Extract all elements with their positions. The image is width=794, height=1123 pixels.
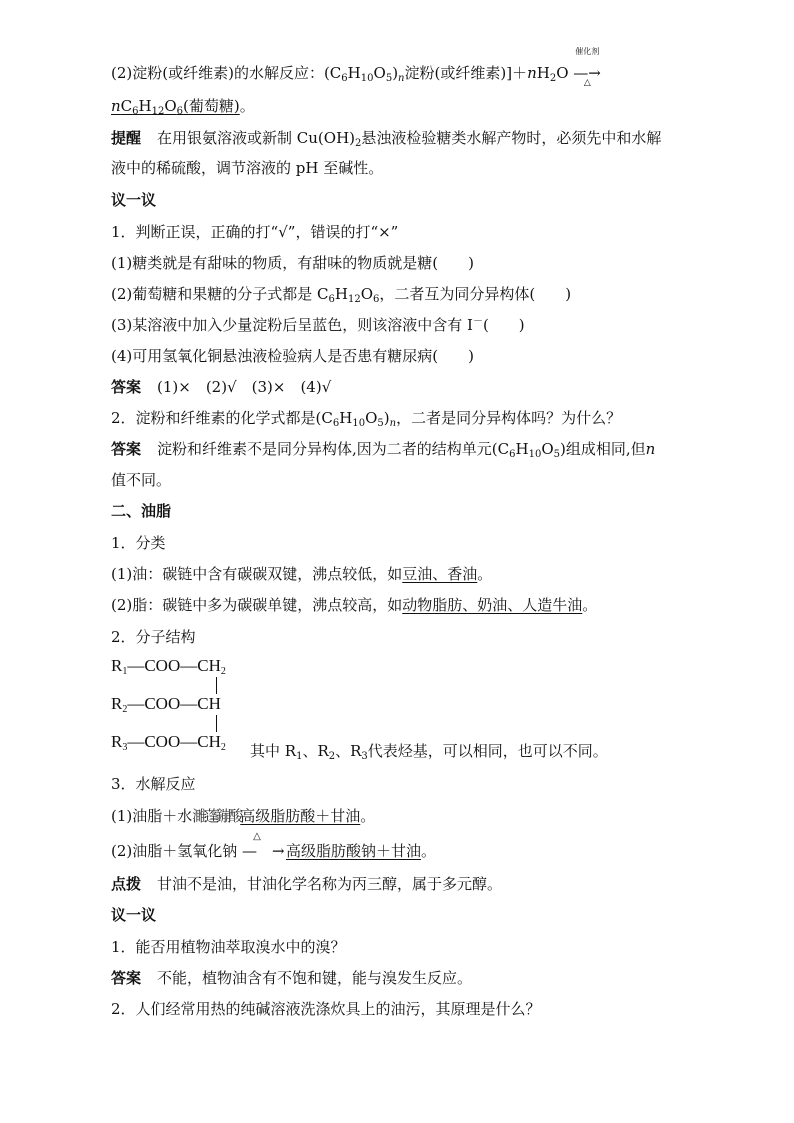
answer-label: 答案 — [111, 378, 142, 396]
tip-label: 点拨 — [111, 875, 142, 893]
catalyst-label: 催化剂 — [575, 47, 600, 56]
reaction-text: ) — [392, 64, 399, 82]
period: 。 — [239, 97, 255, 115]
section-heading: 二、油脂 — [111, 502, 172, 520]
starch-hydrolysis-line — [111, 47, 607, 88]
answer-1 — [111, 377, 331, 397]
answer-text: (1)× (2)√ (3)× (4)√ — [157, 378, 332, 396]
subscript: 10 — [360, 73, 374, 84]
fat-line: (2)脂：碳链中多为碳碳单键，沸点较高，如动物脂肪、奶油、人造牛油。 — [111, 596, 598, 614]
answer-label: 答案 — [111, 969, 142, 987]
structure-title: 2．分子结构 — [111, 628, 196, 646]
arrow-icon: → — [588, 64, 601, 82]
fat-examples: 动物脂肪、奶油、人造牛油 — [402, 596, 583, 614]
judge-item-1: (1)糖类就是有甜味的物质，有甜味的物质就是糖( ) — [111, 254, 474, 272]
subscript: 2 — [355, 138, 362, 149]
bond-line — [216, 677, 217, 694]
reminder-line-2 — [111, 158, 383, 178]
question-2: 2．淀粉和纤维素的化学式都是$(C_6H_{10}O_5)_n$，二者是同分异构体吗？为什么？ — [111, 409, 622, 429]
subscript: 5 — [385, 73, 393, 84]
answer-2: 答案 淀粉和纤维素不是同分异构体,因为二者的结构单元$(C_6H_{10}O_5)$组成相同,但n — [111, 440, 656, 460]
structure-note: 其中 $R_1$、$R_2$、$R_3$代表烃基，可以相同，也可以不同。 — [250, 742, 608, 762]
overlapped-catalyst-text: 濉蓬鏰酸 — [192, 807, 241, 825]
subscript-n: n — [398, 73, 405, 84]
reminder-text: 悬浊液检验糖类水解产物时，必须先中和水解 — [361, 129, 662, 147]
hydrolysis-title: 3．水解反应 — [111, 775, 196, 793]
oil-examples: 豆油、香油 — [402, 565, 478, 583]
reminder-line-1 — [111, 128, 661, 148]
subscript: 2 — [549, 73, 557, 84]
bond-line — [216, 715, 217, 732]
oil-line: (1)油：碳链中含有碳碳双键，沸点较低，如豆油、香油。 — [111, 565, 493, 583]
arrow-icon: — → — [242, 842, 285, 860]
answer-3 — [111, 968, 472, 988]
discuss-heading-2: 议一议 — [111, 906, 157, 924]
hydrolysis-base: (2)油脂＋氢氧化钠 △ — →高级脂肪酸钠＋甘油。 — [111, 831, 437, 860]
structure-row-1: $R_1—COO—CH_2$ — [111, 656, 226, 677]
reaction-text: H — [536, 64, 550, 82]
catalyst-arrow: 催化剂 — △ → — [573, 47, 601, 88]
reminder-text: 液中的稀硫酸，调节溶液的 pH 至碱性。 — [111, 159, 384, 177]
judge-item-3: (3)某溶液中加入少量淀粉后呈蓝色，则该溶液中含有 I－( ) — [111, 316, 525, 334]
reaction-text: O — [373, 64, 386, 82]
judge-item-2: (2)葡萄糖和果糖的分子式都是 $C_6H_{12}O_6$，二者互为同分异构体( ) — [111, 285, 572, 305]
glucose-product: $nC_6H_{12}O_6$(葡萄糖) — [111, 97, 240, 117]
classify-title: 1．分类 — [111, 534, 166, 552]
tip-text: 甘油不是油，甘油化学名称为丙三醇，属于多元醇。 — [157, 875, 503, 893]
heat-symbol: △ — [253, 831, 261, 842]
glyceride-structure — [111, 652, 271, 762]
answer-label: 答案 — [111, 440, 142, 458]
heat-symbol: △ — [583, 78, 591, 88]
reminder-label: 提醒 — [111, 129, 142, 147]
acid-hydrolysis-products: 高级脂肪酸＋甘油 — [240, 807, 361, 825]
reaction-text: O — [556, 64, 569, 82]
answer-2-cont: 值不同。 — [111, 471, 172, 489]
answer-text: 不能，植物油含有不饱和键，能与溴发生反应。 — [157, 969, 473, 987]
question-4: 2．人们经常用热的纯碱溶液洗涤炊具上的油污，其原理是什么？ — [111, 1000, 541, 1018]
reaction-text: 淀粉(或纤维素)]＋ — [404, 64, 528, 82]
question-3: 1．能否用植物油萃取溴水中的溴？ — [111, 938, 346, 956]
judge-item-4: (4)可用氢氧化铜悬浊液检验病人是否患有糖尿病( ) — [111, 347, 474, 365]
subscript: 6 — [341, 73, 348, 84]
base-hydrolysis-products: 高级脂肪酸钠＋甘油 — [286, 842, 422, 860]
structure-row-2: $R_2—COO—CH$ — [111, 694, 221, 715]
hydrolysis-acid: (1)油脂＋水濉蓬鏰酸高级脂肪酸＋甘油。 — [111, 807, 376, 825]
heat-arrow — [242, 831, 286, 861]
starch-product-line — [111, 96, 255, 116]
reminder-text: 在用银氨溶液或新制 Cu(OH) — [157, 129, 356, 147]
reaction-text: (2)淀粉(或纤维素)的水解反应：(C — [111, 64, 342, 82]
reaction-text: H — [347, 64, 361, 82]
tip-line — [111, 874, 502, 894]
structure-row-3: $R_3—COO—CH_2$ — [111, 732, 226, 753]
coefficient-n: n — [527, 64, 537, 82]
discuss-heading: 议一议 — [111, 191, 157, 209]
question-1: 1．判断正误，正确的打“√”，错误的打“×” — [111, 223, 399, 241]
